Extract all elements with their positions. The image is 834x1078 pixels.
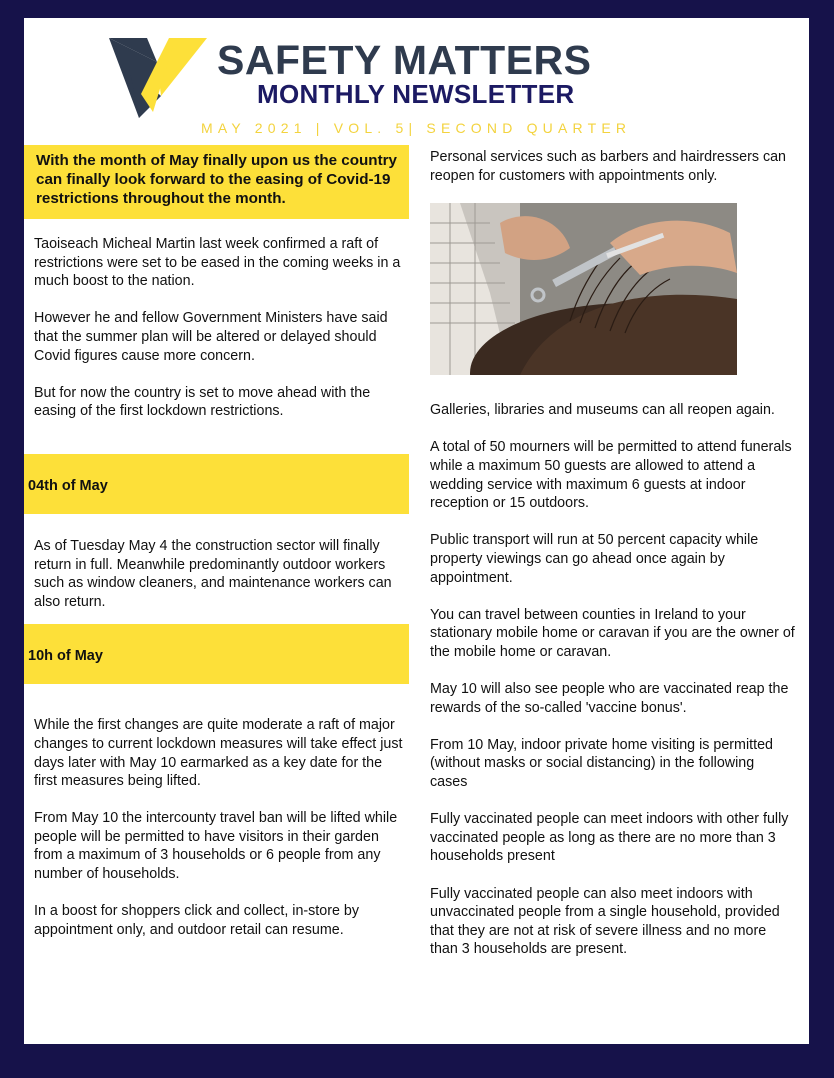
paragraph: From May 10 the intercounty travel ban will be lifted while people will be permitted to have visitors in their garden from a maximum of 3 households or 6 people from any number of households. [34, 810, 398, 883]
lead-callout: With the month of May finally upon us the country can finally look forward to the easing of Covid-19 restrictions throughout the month. [24, 145, 409, 219]
issue-dateline: MAY 2021 | VOL. 5| SECOND QUARTER [201, 120, 632, 136]
paragraph: But for now the country is set to move ahead with the easing of the first lockdown restrictions. [34, 384, 371, 420]
newsletter-page [24, 18, 809, 1044]
paragraph: As of Tuesday May 4 the construction sector will finally return in full. Meanwhile predominantly outdoor workers such as window cleaners, and maintenance workers can also return. [34, 537, 392, 610]
paragraph: While the first changes are quite moderate a raft of major changes to current lockdown measures will take effect just days later with May 10 earmarked as a key date for the first measures being lifted. [34, 717, 403, 790]
paragraph: In a boost for shoppers click and collect, in-store by appointment only, and outdoor retail can resume. [34, 903, 360, 938]
safety-matters-logo [109, 36, 207, 120]
newsletter-subtitle: MONTHLY NEWSLETTER [257, 79, 575, 109]
barber-haircut-photo [430, 203, 737, 375]
right-column [430, 148, 795, 959]
paragraph: However he and fellow Government Ministers have said that the summer plan will be altered or delayed should Covid figures cause more concern. [34, 310, 388, 364]
section-heading-may-10: 10h of May [24, 624, 409, 684]
paragraph: From 10 May, indoor private home visiting is permitted (without masks or social distancing) in the following cases [430, 736, 773, 791]
paragraph: Galleries, libraries and museums can all reopen again. [430, 402, 775, 419]
left-column [24, 145, 409, 939]
section-heading-may-4: 04th of May [24, 454, 409, 514]
paragraph: Fully vaccinated people can also meet indoors with unvaccinated people from a single household, provided that they are not at risk of severe illness and no more than 3 households are present. [430, 885, 780, 958]
paragraph: May 10 will also see people who are vaccinated reap the rewards of the so-called 'vaccine bonus'. [430, 681, 789, 716]
newsletter-title: SAFETY MATTERS [217, 37, 592, 83]
paragraph: You can travel between counties in Ireland to your stationary mobile home or caravan if you are the owner of the mobile home or caravan. [430, 606, 795, 660]
paragraph: Public transport will run at 50 percent capacity while property viewings can go ahead once again by appointment. [430, 532, 759, 586]
paragraph: Taoiseach Micheal Martin last week confirmed a raft of restrictions were set to be eased in the coming weeks in a much boost to the nation. [34, 236, 401, 290]
paragraph: A total of 50 mourners will be permitted to attend funerals while a maximum 50 guests are allowed to attend a wedding service with maximum 6 guests at indoor reception or 15 outdoors. [430, 439, 792, 512]
paragraph: Fully vaccinated people can meet indoors with other fully vaccinated people as long as there are no more than 3 households present [430, 811, 789, 865]
paragraph: Personal services such as barbers and hairdressers can reopen for customers with appointments only. [430, 149, 787, 184]
